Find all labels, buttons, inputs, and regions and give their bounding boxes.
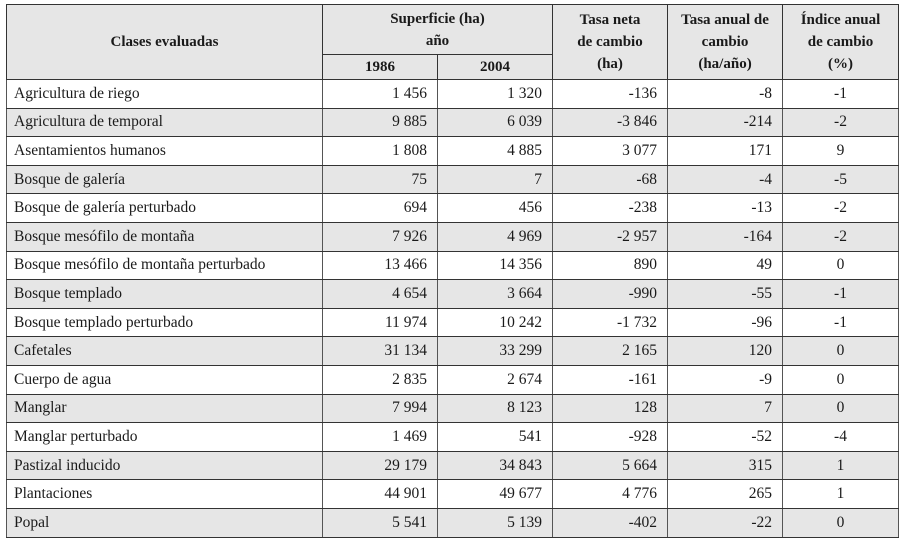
cell-annual-index: -2 <box>783 222 899 251</box>
cell-annual-index: -1 <box>783 280 899 309</box>
header-index-line3: (%) <box>828 56 854 72</box>
table-row <box>7 80 899 109</box>
land-cover-change-table <box>6 4 899 538</box>
table-row <box>7 222 899 251</box>
cell-net-rate: -928 <box>553 423 668 452</box>
cell-area-2004: 14 356 <box>438 251 553 280</box>
cell-annual-rate: 49 <box>668 251 783 280</box>
cell-net-rate: -2 957 <box>553 222 668 251</box>
cell-area-2004: 7 <box>438 165 553 194</box>
cell-annual-rate: -55 <box>668 280 783 309</box>
cell-class-name: Plantaciones <box>7 480 323 509</box>
cell-area-1986: 4 654 <box>323 280 438 309</box>
cell-annual-index: 1 <box>783 480 899 509</box>
table-row <box>7 365 899 394</box>
header-surface <box>323 5 553 55</box>
cell-class-name: Bosque de galería perturbado <box>7 194 323 223</box>
header-net-line3: (ha) <box>597 56 623 72</box>
cell-area-1986: 13 466 <box>323 251 438 280</box>
cell-area-1986: 44 901 <box>323 480 438 509</box>
table-row <box>7 137 899 166</box>
header-annual-line1: Tasa anual de <box>681 12 769 28</box>
cell-net-rate: 890 <box>553 251 668 280</box>
cell-area-2004: 8 123 <box>438 394 553 423</box>
header-index-line2: de cambio <box>807 34 874 50</box>
cell-area-1986: 75 <box>323 165 438 194</box>
cell-annual-rate: -13 <box>668 194 783 223</box>
cell-area-2004: 49 677 <box>438 480 553 509</box>
header-annual-index <box>783 5 899 80</box>
cell-area-1986: 7 994 <box>323 394 438 423</box>
cell-area-2004: 6 039 <box>438 108 553 137</box>
cell-net-rate: -161 <box>553 365 668 394</box>
cell-net-rate: 2 165 <box>553 337 668 366</box>
cell-net-rate: -238 <box>553 194 668 223</box>
cell-class-name: Manglar <box>7 394 323 423</box>
table-row <box>7 394 899 423</box>
table-row <box>7 337 899 366</box>
header-year-2004: 2004 <box>438 55 553 80</box>
table-row <box>7 308 899 337</box>
cell-annual-index: -2 <box>783 194 899 223</box>
cell-net-rate: 4 776 <box>553 480 668 509</box>
table-row <box>7 480 899 509</box>
header-net-line2: de cambio <box>577 34 643 50</box>
cell-area-1986: 1 469 <box>323 423 438 452</box>
cell-class-name: Bosque templado perturbado <box>7 308 323 337</box>
cell-annual-rate: -214 <box>668 108 783 137</box>
cell-annual-rate: 315 <box>668 451 783 480</box>
cell-annual-index: 1 <box>783 451 899 480</box>
cell-class-name: Bosque templado <box>7 280 323 309</box>
cell-annual-rate: -8 <box>668 80 783 109</box>
cell-class-name: Popal <box>7 508 323 537</box>
cell-area-2004: 3 664 <box>438 280 553 309</box>
cell-annual-index: -1 <box>783 308 899 337</box>
table-row <box>7 194 899 223</box>
cell-annual-rate: -164 <box>668 222 783 251</box>
cell-net-rate: -3 846 <box>553 108 668 137</box>
cell-area-2004: 1 320 <box>438 80 553 109</box>
cell-annual-index: -1 <box>783 80 899 109</box>
cell-class-name: Agricultura de temporal <box>7 108 323 137</box>
cell-area-1986: 2 835 <box>323 365 438 394</box>
table-row <box>7 508 899 537</box>
table-row <box>7 451 899 480</box>
header-classes: Clases evaluadas <box>7 5 323 80</box>
header-annual-line3: (ha/año) <box>698 56 752 72</box>
header-surface-line1: Superficie (ha) <box>390 10 485 27</box>
cell-class-name: Bosque mesófilo de montaña <box>7 222 323 251</box>
cell-area-2004: 4 885 <box>438 137 553 166</box>
cell-net-rate: 3 077 <box>553 137 668 166</box>
table-row <box>7 165 899 194</box>
cell-annual-rate: 120 <box>668 337 783 366</box>
header-annual-line2: cambio <box>701 34 749 50</box>
cell-class-name: Manglar perturbado <box>7 423 323 452</box>
cell-net-rate: -402 <box>553 508 668 537</box>
cell-area-1986: 5 541 <box>323 508 438 537</box>
cell-annual-rate: -22 <box>668 508 783 537</box>
cell-area-1986: 31 134 <box>323 337 438 366</box>
cell-area-2004: 2 674 <box>438 365 553 394</box>
cell-class-name: Bosque mesófilo de montaña perturbado <box>7 251 323 280</box>
cell-annual-index: 0 <box>783 394 899 423</box>
cell-area-1986: 1 808 <box>323 137 438 166</box>
cell-area-2004: 34 843 <box>438 451 553 480</box>
cell-annual-index: 0 <box>783 251 899 280</box>
header-net-rate <box>553 5 668 80</box>
cell-area-2004: 10 242 <box>438 308 553 337</box>
table-container <box>6 4 898 538</box>
cell-area-2004: 456 <box>438 194 553 223</box>
cell-net-rate: -990 <box>553 280 668 309</box>
cell-area-2004: 541 <box>438 423 553 452</box>
cell-area-1986: 9 885 <box>323 108 438 137</box>
cell-annual-rate: -4 <box>668 165 783 194</box>
cell-annual-rate: -9 <box>668 365 783 394</box>
cell-area-1986: 1 456 <box>323 80 438 109</box>
cell-net-rate: -136 <box>553 80 668 109</box>
cell-annual-index: 0 <box>783 337 899 366</box>
header-year-1986: 1986 <box>323 55 438 80</box>
cell-area-2004: 5 139 <box>438 508 553 537</box>
cell-annual-rate: -52 <box>668 423 783 452</box>
header-surface-line2: año <box>425 32 450 49</box>
table-body <box>7 80 899 538</box>
cell-net-rate: -68 <box>553 165 668 194</box>
cell-annual-index: 0 <box>783 365 899 394</box>
cell-annual-index: 9 <box>783 137 899 166</box>
cell-area-1986: 694 <box>323 194 438 223</box>
cell-area-1986: 29 179 <box>323 451 438 480</box>
cell-area-1986: 7 926 <box>323 222 438 251</box>
cell-class-name: Bosque de galería <box>7 165 323 194</box>
table-row <box>7 251 899 280</box>
cell-annual-rate: 171 <box>668 137 783 166</box>
table-header <box>7 5 899 80</box>
cell-net-rate: 128 <box>553 394 668 423</box>
header-net-line1: Tasa neta <box>579 12 641 28</box>
header-index-line1: Índice anual <box>800 12 881 28</box>
cell-class-name: Pastizal inducido <box>7 451 323 480</box>
table-row <box>7 423 899 452</box>
cell-class-name: Asentamientos humanos <box>7 137 323 166</box>
cell-annual-index: -2 <box>783 108 899 137</box>
header-annual-rate <box>668 5 783 80</box>
cell-annual-rate: -96 <box>668 308 783 337</box>
cell-annual-rate: 7 <box>668 394 783 423</box>
cell-area-2004: 33 299 <box>438 337 553 366</box>
table-row <box>7 108 899 137</box>
cell-class-name: Cafetales <box>7 337 323 366</box>
cell-annual-index: -5 <box>783 165 899 194</box>
cell-annual-rate: 265 <box>668 480 783 509</box>
cell-net-rate: -1 732 <box>553 308 668 337</box>
table-row <box>7 280 899 309</box>
cell-area-1986: 11 974 <box>323 308 438 337</box>
cell-area-2004: 4 969 <box>438 222 553 251</box>
cell-annual-index: -4 <box>783 423 899 452</box>
cell-class-name: Agricultura de riego <box>7 80 323 109</box>
cell-net-rate: 5 664 <box>553 451 668 480</box>
cell-class-name: Cuerpo de agua <box>7 365 323 394</box>
cell-annual-index: 0 <box>783 508 899 537</box>
